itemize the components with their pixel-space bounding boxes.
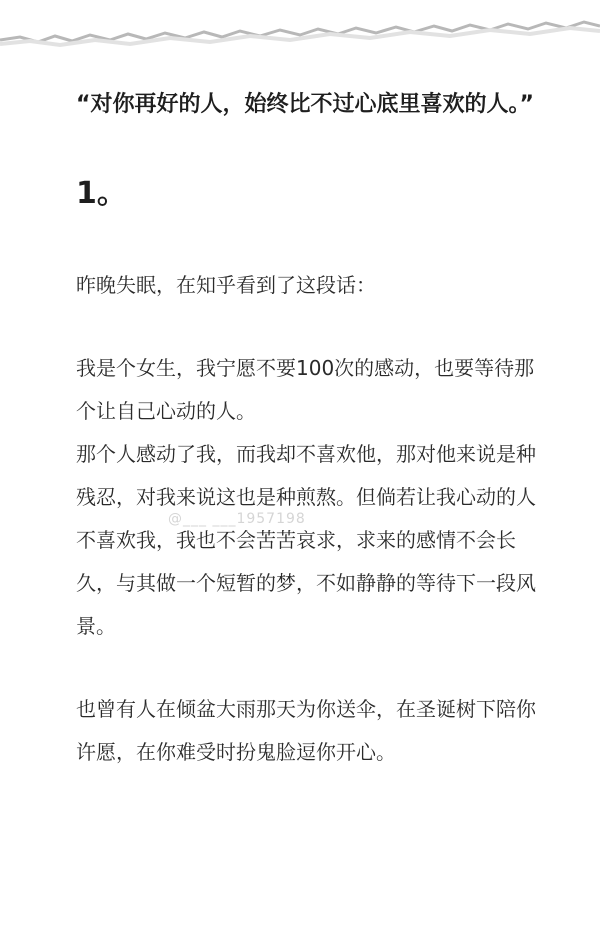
quote-title: “对你再好的人，始终比不过心底里喜欢的人。”	[76, 92, 534, 117]
torn-paper-edge	[0, 0, 600, 58]
paragraph: 也曾有人在倾盆大雨那天为你送伞，在圣诞树下陪你许愿，在你难受时扮鬼脸逗你开心。	[76, 697, 536, 764]
paragraph: 那个人感动了我，而我却不喜欢他，那对他来说是种残忍，对我来说这也是种煎熬。但倘若让我心动的人不喜欢我，我也不会苦苦哀求，求来的感情不会长久，与其做一个短暂的梦，不如静静的等待下一段风景。	[76, 442, 536, 638]
section-heading: 1。	[76, 176, 127, 211]
paragraph: 我是个女生，我宁愿不要100次的感动，也要等待那个让自己心动的人。	[76, 356, 535, 423]
paragraph: 昨晚失眠，在知乎看到了这段话：	[76, 273, 376, 297]
watermark: @___ ___1957198	[168, 511, 306, 527]
article	[76, 82, 546, 774]
